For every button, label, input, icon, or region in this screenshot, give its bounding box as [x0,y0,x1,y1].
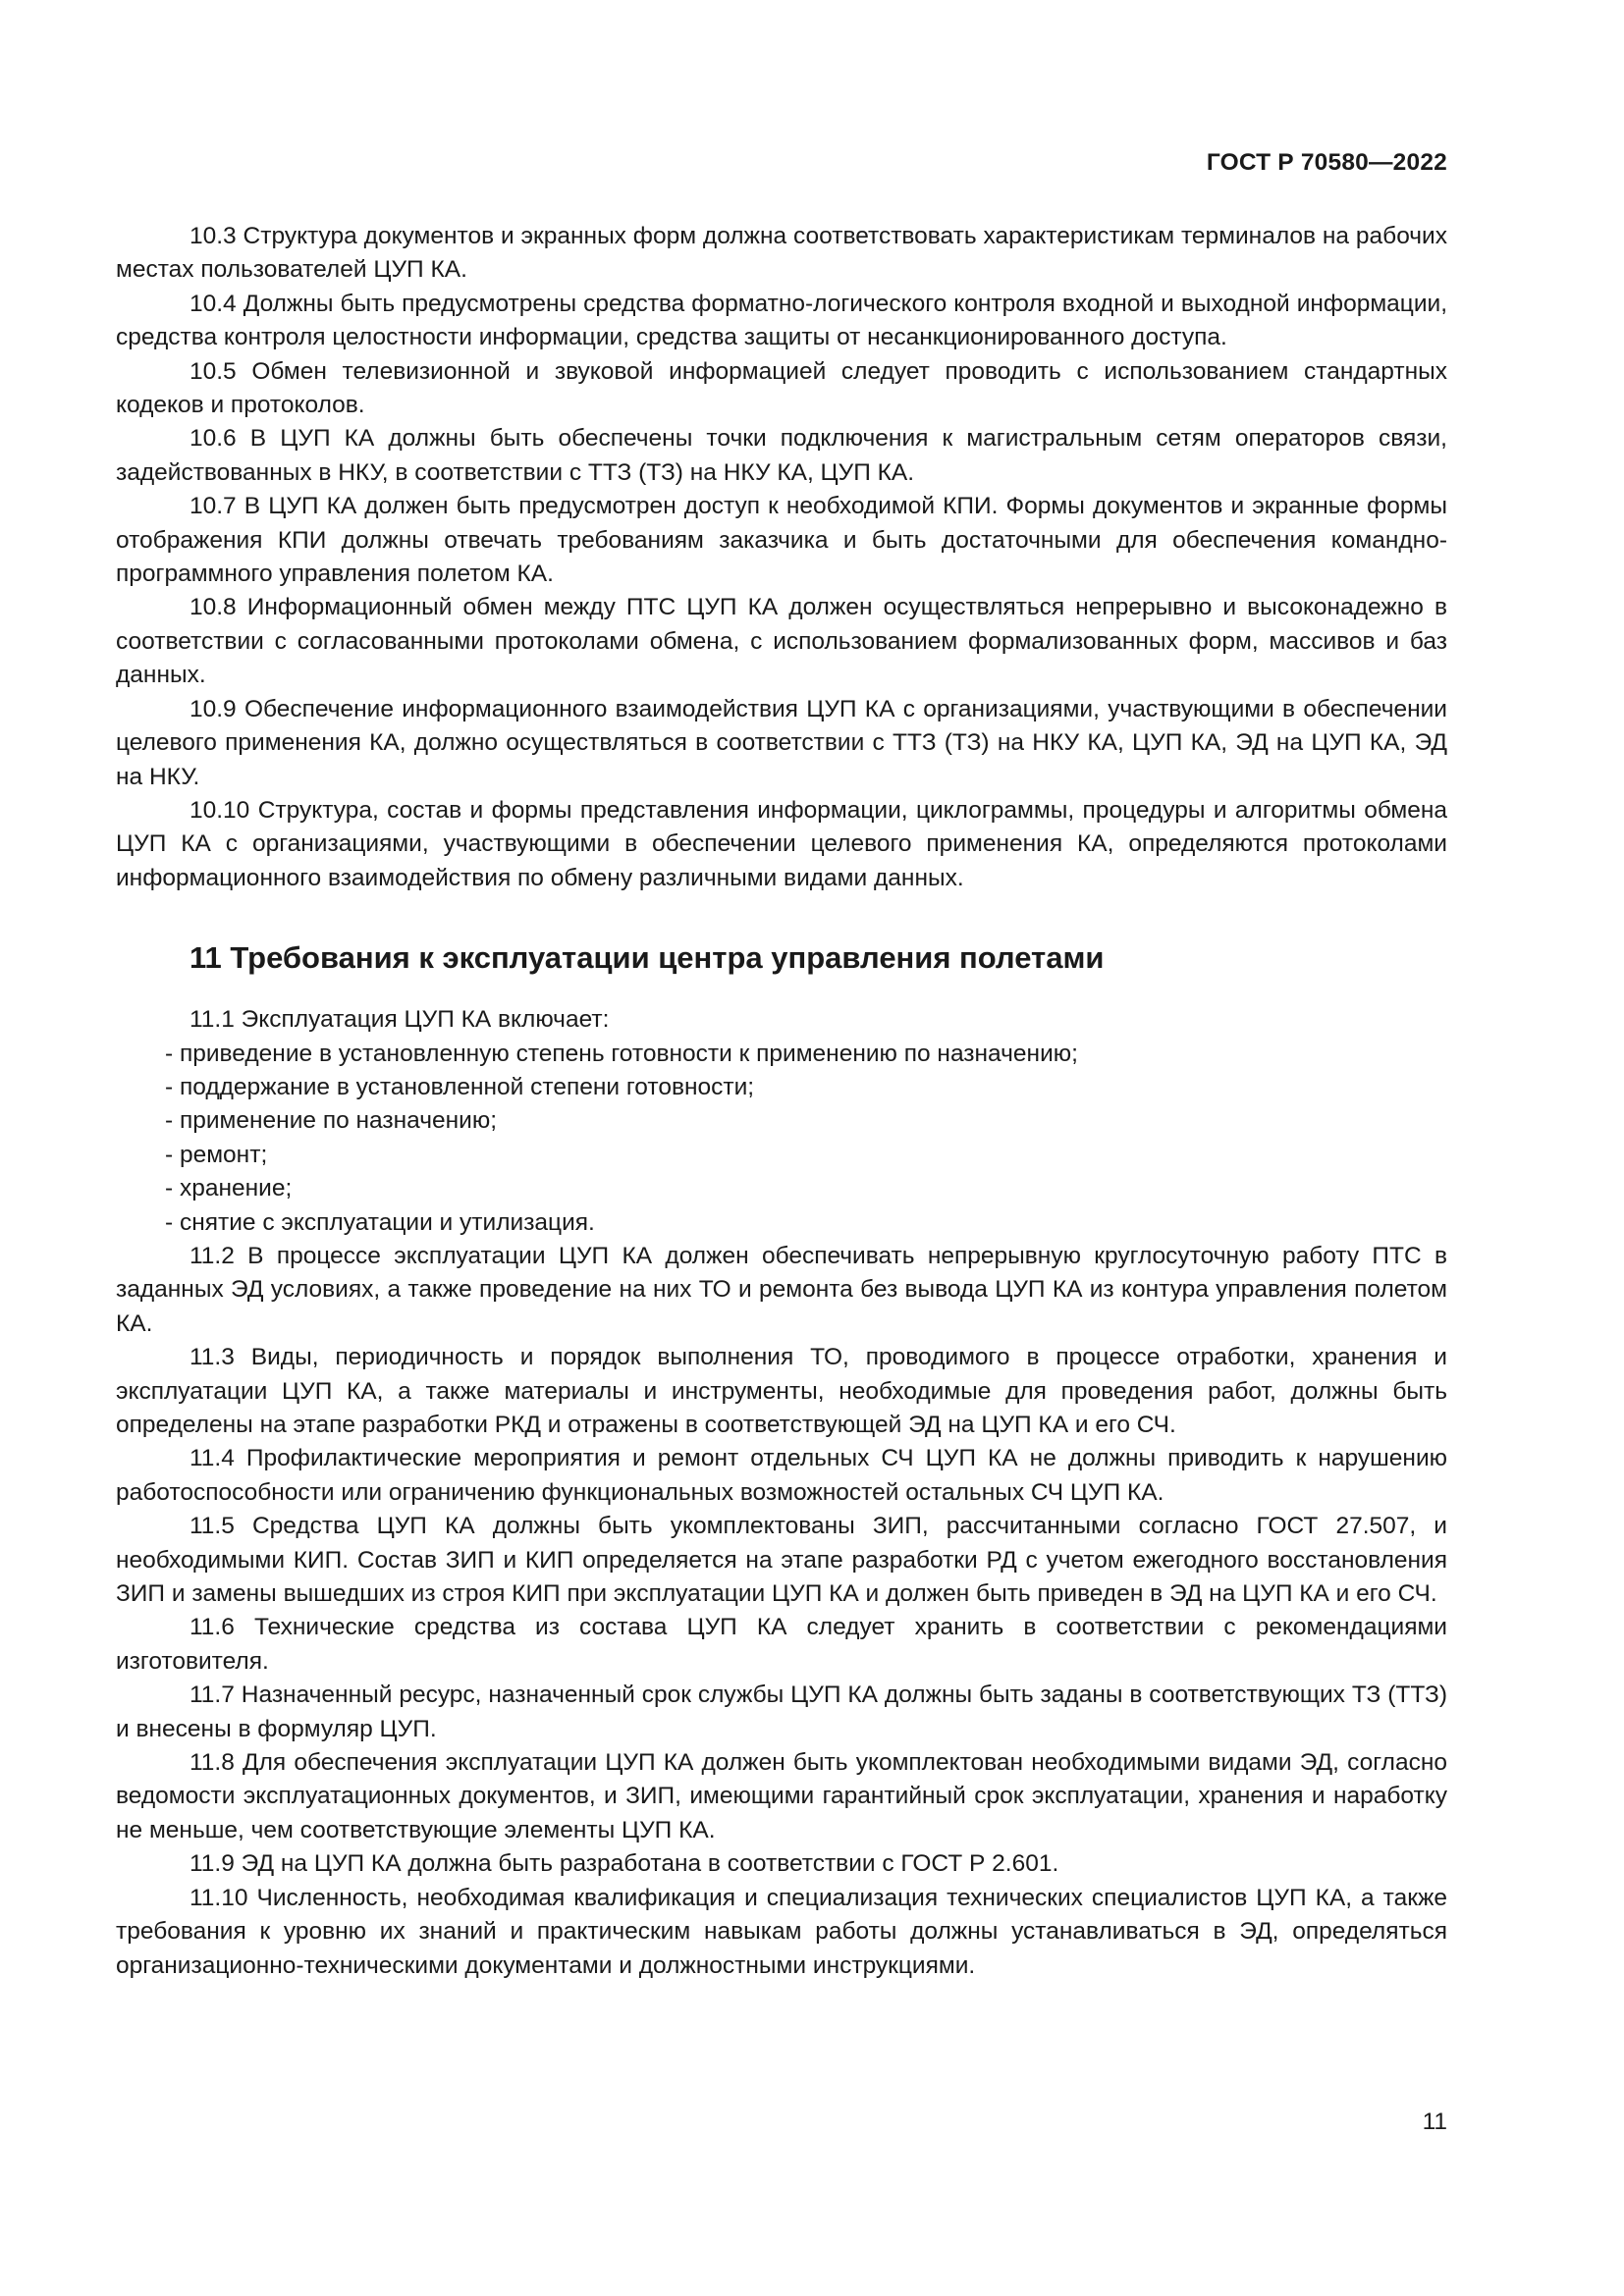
paragraph-10-3: 10.3 Структура документов и экранных форм должна соответствовать характеристикам терминалов на рабочих местах пользователей ЦУП КА. [116,223,1447,284]
paragraph-10-7: 10.7 В ЦУП КА должен быть предусмотрен доступ к необходимой КПИ. Формы документов и экранные формы отображения КПИ должны отвечать требованиям заказчика и быть достаточными для обеспечения командно-программного управления полетом КА. [116,493,1447,588]
section-11-heading: 11 Требования к эксплуатации центра управления полетами [189,940,1105,976]
list-item: - ремонт; [165,1141,268,1168]
paragraph-10-9: 10.9 Обеспечение информационного взаимодействия ЦУП КА с организациями, участвующими в обеспечении целевого применения КА, должно осуществляться в соответствии с ТТЗ (ТЗ) на НКУ КА, ЦУП КА, ЭД на ЦУП КА, ЭД на НКУ. [116,695,1447,790]
paragraph-10-6: 10.6 В ЦУП КА должны быть обеспечены точки подключения к магистральным сетям операторов связи, задействованных в НКУ, в соответствии с ТТЗ (ТЗ) на НКУ КА, ЦУП КА. [116,425,1447,486]
paragraph-11-4: 11.4 Профилактические мероприятия и ремонт отдельных СЧ ЦУП КА не должны приводить к нарушению работоспособности или ограничению функциональных возможностей остальных СЧ ЦУП КА. [116,1445,1447,1506]
document-body [116,220,1447,1983]
list-item: - снятие с эксплуатации и утилизация. [165,1208,595,1236]
paragraph-11-9: 11.9 ЭД на ЦУП КА должна быть разработана в соответствии с ГОСТ Р 2.601. [189,1850,1059,1878]
paragraph-10-10: 10.10 Структура, состав и формы представления информации, циклограммы, процедуры и алгоритмы обмена ЦУП КА с организациями, участвующими в обеспечении целевого применения КА, определяются протоколами информационного взаимодействия по обмену различными видами данных. [116,796,1447,891]
paragraph-10-8: 10.8 Информационный обмен между ПТС ЦУП КА должен осуществляться непрерывно и высоконадежно в соответствии с согласованными протоколами обмена, с использованием формализованных форм, массивов и баз данных. [116,594,1447,689]
paragraph-10-5: 10.5 Обмен телевизионной и звуковой информацией следует проводить с использованием стандартных кодеков и протоколов. [116,357,1447,419]
paragraph-11-1: 11.1 Эксплуатация ЦУП КА включает: [189,1006,610,1034]
page-number: 11 [1422,2109,1447,2135]
paragraph-11-7: 11.7 Назначенный ресурс, назначенный срок службы ЦУП КА должны быть заданы в соответствующих ТЗ (ТТЗ) и внесены в формуляр ЦУП. [116,1682,1447,1742]
paragraph-11-6: 11.6 Технические средства из состава ЦУП КА следует хранить в соответствии с рекомендациями изготовителя. [116,1614,1447,1675]
list-item: - приведение в установленную степень готовности к применению по назначению; [165,1040,1078,1067]
list-item: - хранение; [165,1175,293,1202]
list-item: - поддержание в установленной степени готовности; [165,1073,755,1100]
paragraph-11-5: 11.5 Средства ЦУП КА должны быть укомплектованы ЗИП, рассчитанными согласно ГОСТ 27.507, и необходимыми КИП. Состав ЗИП и КИП определяется на этапе разработки РД с учетом ежегодного восстановления ЗИП и замены вышедших из строя КИП при эксплуатации ЦУП КА и должен быть приведен в ЭД на ЦУП КА и его СЧ. [116,1513,1447,1608]
document-header: ГОСТ Р 70580—2022 [1206,149,1447,176]
paragraph-11-8: 11.8 Для обеспечения эксплуатации ЦУП КА должен быть укомплектован необходимыми видами ЭД, согласно ведомости эксплуатационных документов, и ЗИП, имеющими гарантийный срок эксплуатации, хранения и наработку не меньше, чем соответствующие элементы ЦУП КА. [116,1749,1447,1843]
list-item: - применение по назначению; [165,1107,498,1135]
paragraph-11-10: 11.10 Численность, необходимая квалификация и специализация технических специалистов ЦУП КА, а также требования к уровню их знаний и практическим навыкам работы должны устанавливаться в ЭД, определяться организационно-техническими документами и должностными инструкциями. [116,1884,1447,1979]
paragraph-11-2: 11.2 В процессе эксплуатации ЦУП КА должен обеспечивать непрерывную круглосуточную работу ПТС в заданных ЭД условиях, а также проведение на них ТО и ремонта без вывода ЦУП КА из контура управления полетом КА. [116,1242,1447,1337]
paragraph-10-4: 10.4 Должны быть предусмотрены средства форматно-логического контроля входной и выходной информации, средства контроля целостности информации, средства защиты от несанкционированного доступа. [116,290,1447,351]
paragraph-11-3: 11.3 Виды, периодичность и порядок выполнения ТО, проводимого в процессе отработки, хранения и эксплуатации ЦУП КА, а также материалы и инструменты, необходимые для проведения работ, должны быть определены на этапе разработки РКД и отражены в соответствующей ЭД на ЦУП КА и его СЧ. [116,1344,1447,1438]
